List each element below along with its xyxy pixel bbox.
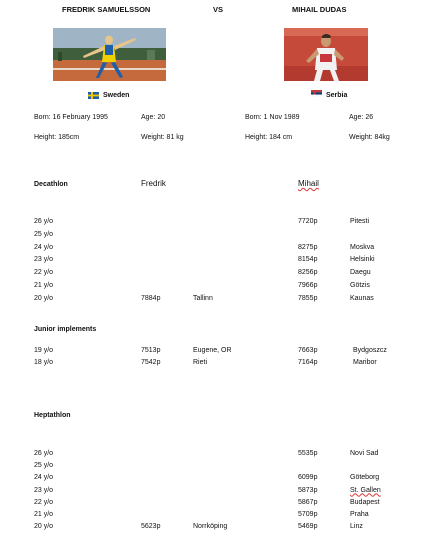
junior-row-age: 18 y/o bbox=[34, 359, 54, 366]
heptathlon-row-m-score: 5867p bbox=[298, 498, 318, 506]
column-mihail: Mihail bbox=[298, 179, 319, 188]
heptathlon-row-age: 21 y/o bbox=[34, 511, 54, 518]
sweden-flag-icon bbox=[88, 92, 99, 99]
athlete2-photo bbox=[284, 28, 368, 81]
heptathlon-row-m-place: Praha bbox=[350, 511, 369, 518]
decathlon-row-age: 26 y/o bbox=[34, 218, 54, 225]
heptathlon-row-m-score: 5535p bbox=[298, 450, 318, 457]
heptathlon-row-m-place: Novi Sad bbox=[350, 450, 379, 457]
junior-row-m-score: 7663p bbox=[298, 347, 318, 354]
decathlon-row-age: 20 y/o bbox=[34, 294, 54, 302]
heptathlon-row-age: 25 y/o bbox=[34, 462, 54, 470]
heptathlon-row-f-score: 5623p bbox=[141, 523, 161, 531]
athlete1-country: Sweden bbox=[103, 92, 130, 99]
decathlon-row-f-score: 7884p bbox=[141, 294, 161, 302]
heptathlon-row-m-place: Budapest bbox=[350, 498, 380, 506]
athlete2-country: Serbia bbox=[326, 92, 348, 99]
decathlon-row-m-place: Helsinki bbox=[350, 256, 375, 264]
decathlon-row-m-score: 8256p bbox=[298, 269, 318, 277]
decathlon-row-m-place: Pitesti bbox=[350, 218, 370, 225]
junior-row-f-place: Rieti bbox=[193, 359, 208, 366]
decathlon-row-m-place: Moskva bbox=[350, 243, 375, 251]
decathlon-row-m-score: 8275p bbox=[298, 243, 318, 251]
athlete1-born: Born: 16 February 1995 bbox=[34, 114, 108, 121]
athlete2-born: Born: 1 Nov 1989 bbox=[245, 114, 300, 121]
decathlon-row-m-place: Kaunas bbox=[350, 294, 374, 302]
junior-row-m-place: Maribor bbox=[353, 359, 377, 366]
decathlon-row-age: 25 y/o bbox=[34, 230, 54, 238]
vs-label: VS bbox=[213, 5, 224, 14]
heptathlon-row-m-score: 5709p bbox=[298, 511, 318, 518]
decathlon-row-age: 23 y/o bbox=[34, 256, 54, 264]
athlete1-name: FREDRIK SAMUELSSON bbox=[62, 5, 151, 14]
heptathlon-row-age: 22 y/o bbox=[34, 498, 54, 506]
heptathlon-row-m-place: Göteborg bbox=[350, 474, 380, 482]
serbia-flag-icon bbox=[311, 90, 322, 97]
decathlon-row-f-place: Tallinn bbox=[193, 294, 213, 302]
heptathlon-row-m-place: Linz bbox=[350, 523, 363, 531]
athlete1-height: Height: 185cm bbox=[34, 134, 80, 141]
athlete2-age: Age: 26 bbox=[349, 114, 374, 121]
heptathlon-row-age: 24 y/o bbox=[34, 474, 54, 482]
heptathlon-row-f-place: Norrköping bbox=[193, 523, 228, 531]
junior-row-m-score: 7164p bbox=[298, 359, 318, 366]
decathlon-title: Decathlon bbox=[34, 181, 68, 188]
junior-row-f-score: 7513p bbox=[141, 347, 161, 354]
junior-title: Junior implements bbox=[34, 326, 97, 333]
heptathlon-row-m-score: 5873p bbox=[298, 486, 318, 494]
decathlon-row-age: 21 y/o bbox=[34, 282, 54, 289]
heptathlon-row-m-score: 6099p bbox=[298, 474, 318, 482]
junior-row-m-place: Bydgoszcz bbox=[353, 347, 387, 354]
decathlon-row-m-place: Daegu bbox=[350, 269, 371, 277]
junior-row-age: 19 y/o bbox=[34, 347, 54, 354]
heptathlon-row-age: 23 y/o bbox=[34, 486, 54, 494]
column-fredrik: Fredrik bbox=[141, 179, 166, 188]
decathlon-row-m-place: Götzis bbox=[350, 282, 370, 289]
heptathlon-row-age: 26 y/o bbox=[34, 450, 54, 457]
decathlon-row-m-score: 8154p bbox=[298, 256, 318, 264]
heptathlon-row-m-place: St. Gallen bbox=[350, 486, 381, 494]
athlete1-weight: Weight: 81 kg bbox=[141, 134, 184, 141]
heptathlon-title: Heptathlon bbox=[34, 412, 71, 419]
athlete2-weight: Weight: 84kg bbox=[349, 134, 390, 141]
junior-row-f-score: 7542p bbox=[141, 359, 161, 366]
decathlon-row-age: 24 y/o bbox=[34, 243, 54, 251]
heptathlon-row-age: 20 y/o bbox=[34, 523, 54, 531]
junior-row-f-place: Eugene, OR bbox=[193, 347, 232, 354]
decathlon-row-m-score: 7855p bbox=[298, 294, 318, 302]
heptathlon-row-m-score: 5469p bbox=[298, 523, 318, 531]
athlete1-photo bbox=[53, 28, 166, 81]
decathlon-row-m-score: 7966p bbox=[298, 282, 318, 289]
athlete1-age: Age: 20 bbox=[141, 114, 166, 121]
decathlon-row-m-score: 7720p bbox=[298, 218, 318, 225]
athlete2-height: Height: 184 cm bbox=[245, 134, 293, 141]
athlete2-name: MIHAIL DUDAS bbox=[292, 5, 347, 14]
decathlon-row-age: 22 y/o bbox=[34, 269, 54, 277]
